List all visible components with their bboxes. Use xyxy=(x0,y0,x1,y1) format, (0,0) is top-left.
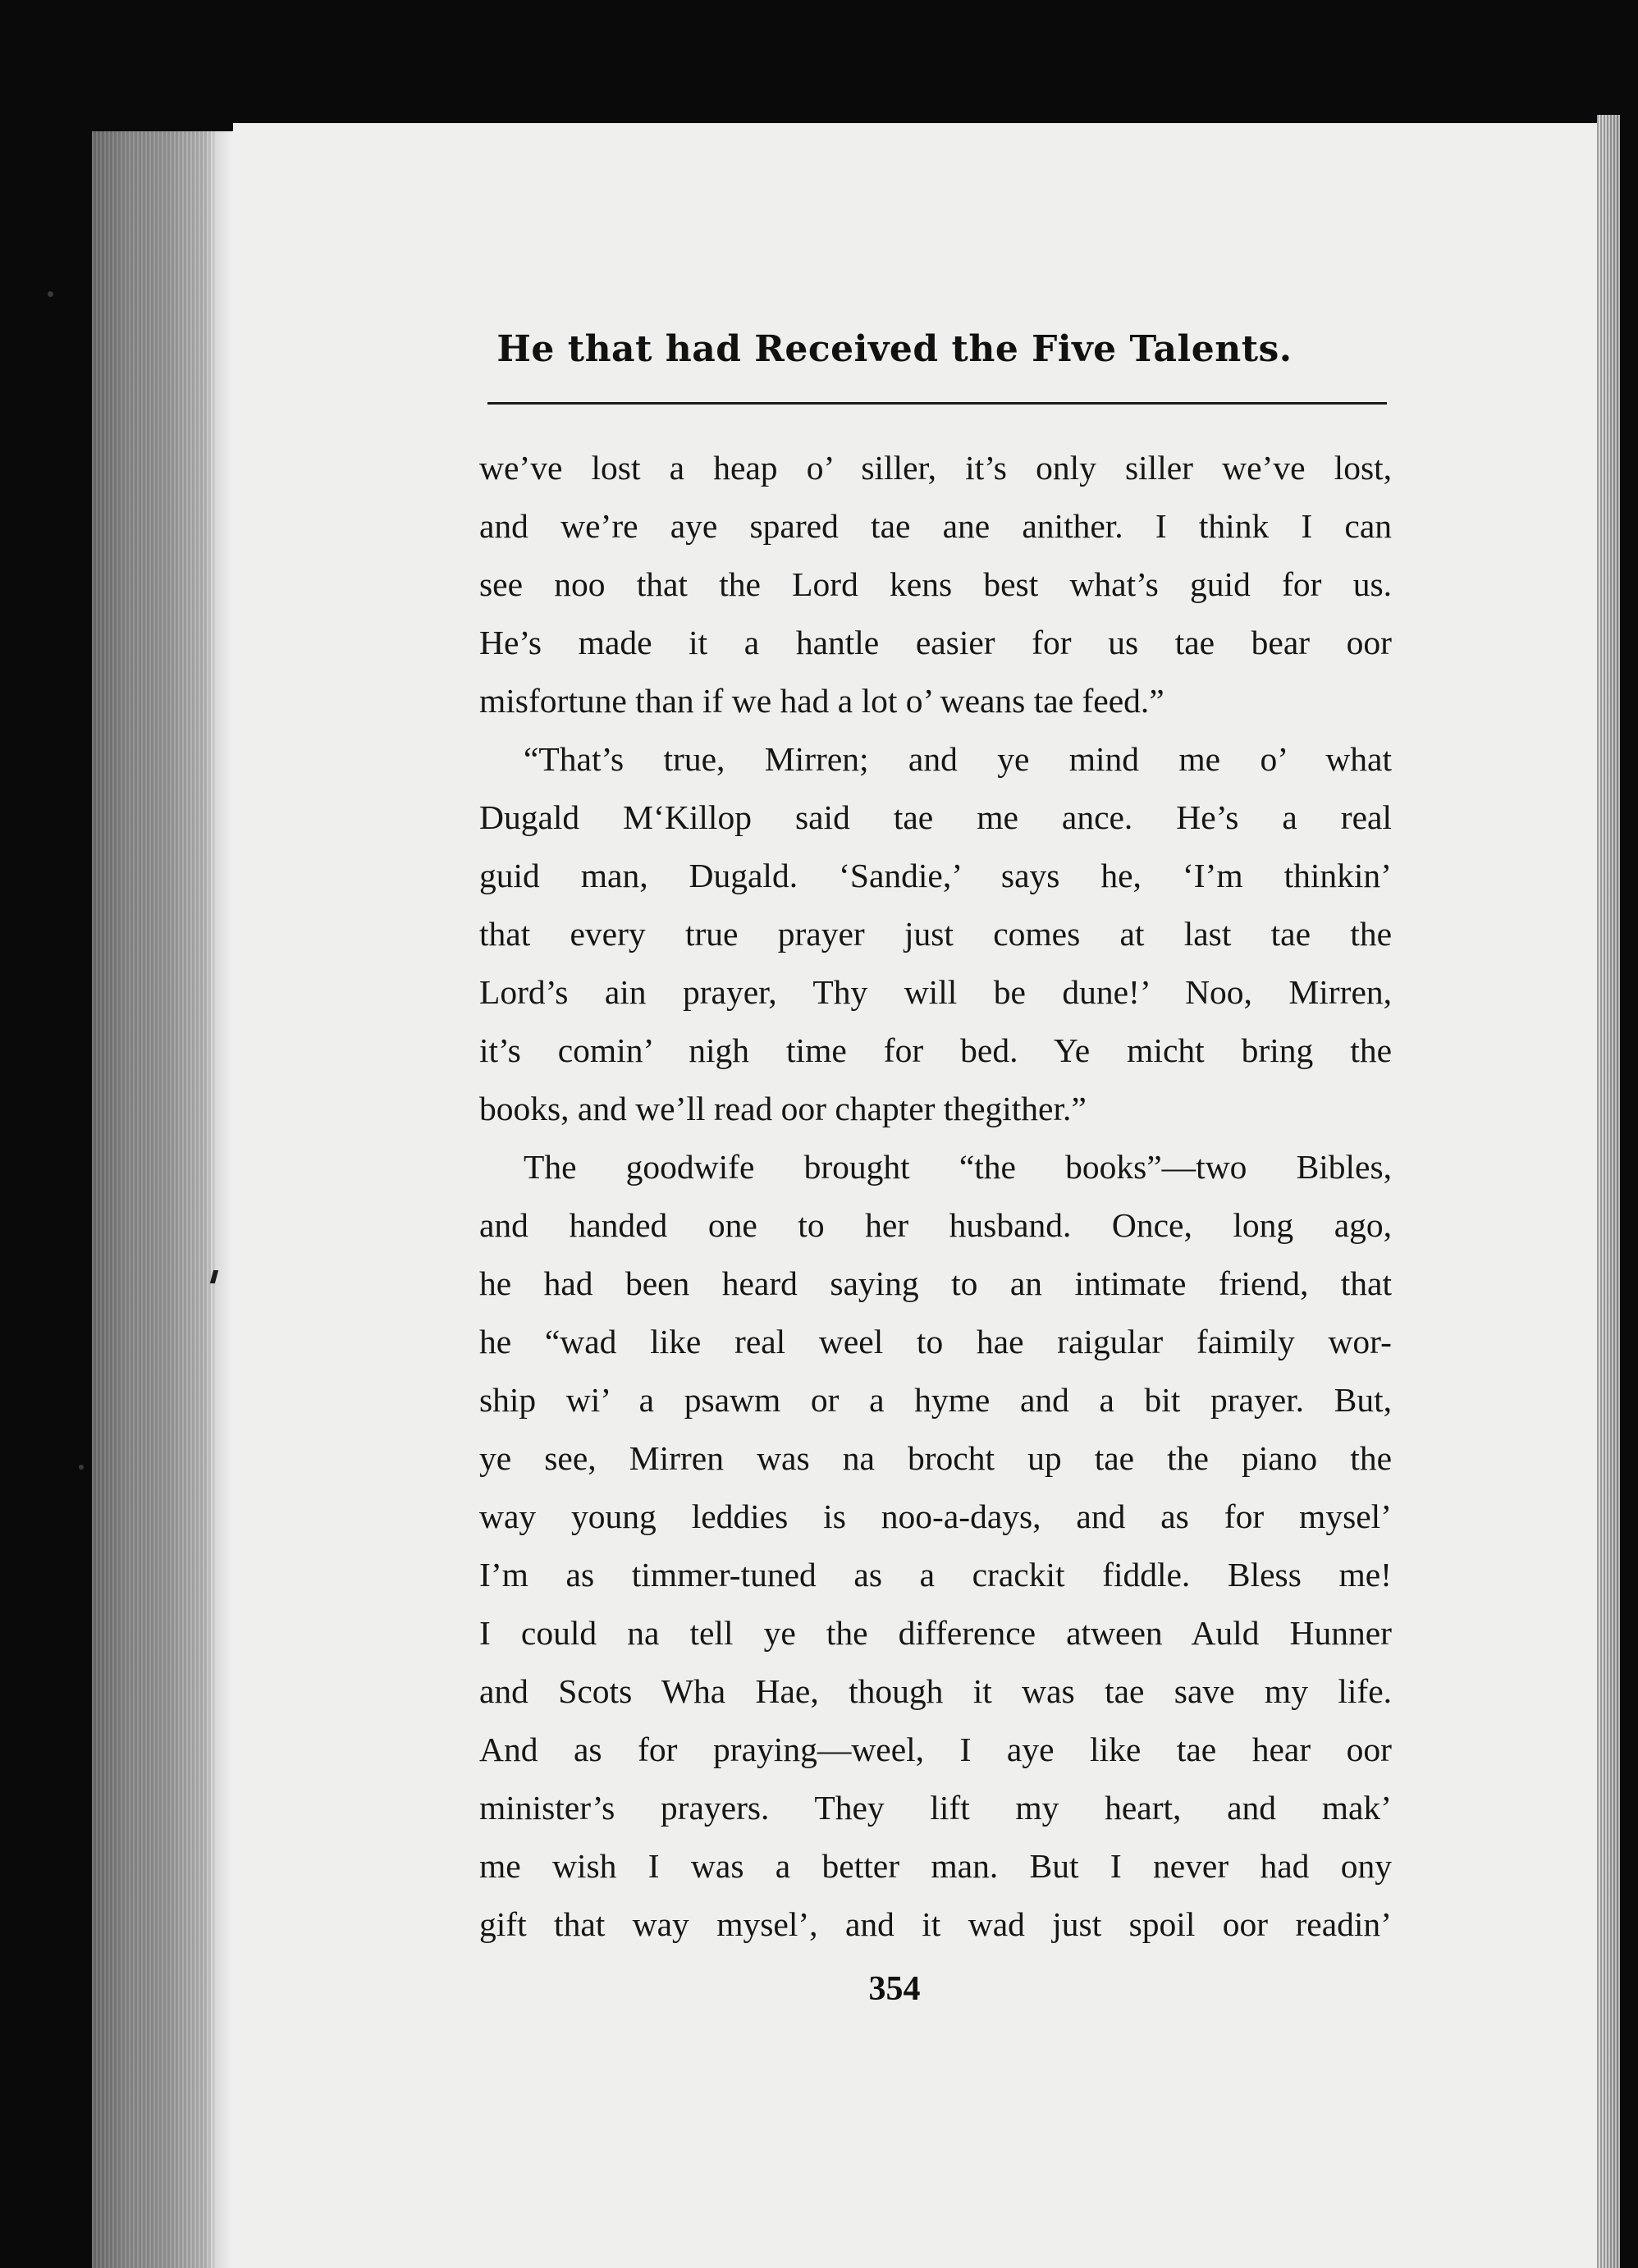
text-line: he had been heard saying to an intimate friend, that xyxy=(479,1264,1392,1302)
text-line: And as for praying—weel, I aye like tae hear oor xyxy=(479,1731,1392,1768)
text-line: I could na tell ye the difference atween Auld Hunner xyxy=(479,1614,1392,1652)
text-line: way young leddies is noo-a-days, and as for mysel’ xyxy=(479,1498,1392,1535)
text-line: me wish I was a better man. But I never had ony xyxy=(479,1847,1392,1885)
text-line: and handed one to her husband. Once, long ago, xyxy=(479,1206,1392,1244)
text-line: I’m as timmer-tuned as a crackit fiddle. Bless me! xyxy=(479,1556,1392,1594)
page-gutter xyxy=(215,131,233,2268)
book-page xyxy=(233,123,1597,2268)
text-line: guid man, Dugald. ‘Sandie,’ says he, ‘I’m thinkin’ xyxy=(479,857,1392,894)
text-line: ye see, Mirren was na brocht up tae the piano the xyxy=(479,1439,1392,1477)
text-line: Lord’s ain prayer, Thy will be dune!’ Noo, Mirren, xyxy=(479,973,1392,1011)
text-line: that every true prayer just comes at last tae the xyxy=(479,915,1392,953)
text-line: and we’re aye spared tae ane anither. I think I can xyxy=(479,507,1392,545)
book-spine-edge xyxy=(92,131,215,2268)
text-line: minister’s prayers. They lift my heart, and mak’ xyxy=(479,1789,1392,1827)
header-rule xyxy=(487,402,1387,405)
page-fore-edge xyxy=(1597,115,1620,2268)
text-line: The goodwife brought “the books”—two Bibles, xyxy=(524,1148,1392,1186)
dust-speck xyxy=(48,291,53,297)
text-line: misfortune than if we had a lot o’ weans tae feed.” xyxy=(479,682,1164,720)
text-line: “That’s true, Mirren; and ye mind me o’ what xyxy=(524,740,1392,778)
page-number: 354 xyxy=(868,1970,921,2008)
text-line: it’s comin’ nigh time for bed. Ye micht bring the xyxy=(479,1031,1392,1069)
text-line: we’ve lost a heap o’ siller, it’s only siller we’ve lost, xyxy=(479,449,1392,487)
text-line: gift that way mysel’, and it wad just spoil oor readin’ xyxy=(479,1905,1392,1943)
text-line: He’s made it a hantle easier for us tae bear oor xyxy=(479,624,1392,661)
body-text xyxy=(479,439,1392,1954)
text-line: books, and we’ll read oor chapter thegither.” xyxy=(479,1090,1087,1127)
text-line: see noo that the Lord kens best what’s guid for us. xyxy=(479,565,1392,603)
text-line: ship wi’ a psawm or a hyme and a bit prayer. But, xyxy=(479,1381,1392,1419)
text-line: and Scots Wha Hae, though it was tae save my life. xyxy=(479,1672,1392,1710)
dust-speck xyxy=(79,1465,84,1470)
text-line: he “wad like real weel to hae raigular faimily wor- xyxy=(479,1323,1392,1360)
running-head: He that had Received the Five Talents. xyxy=(496,328,1293,370)
text-line: Dugald M‘Killop said tae me ance. He’s a real xyxy=(479,798,1392,836)
